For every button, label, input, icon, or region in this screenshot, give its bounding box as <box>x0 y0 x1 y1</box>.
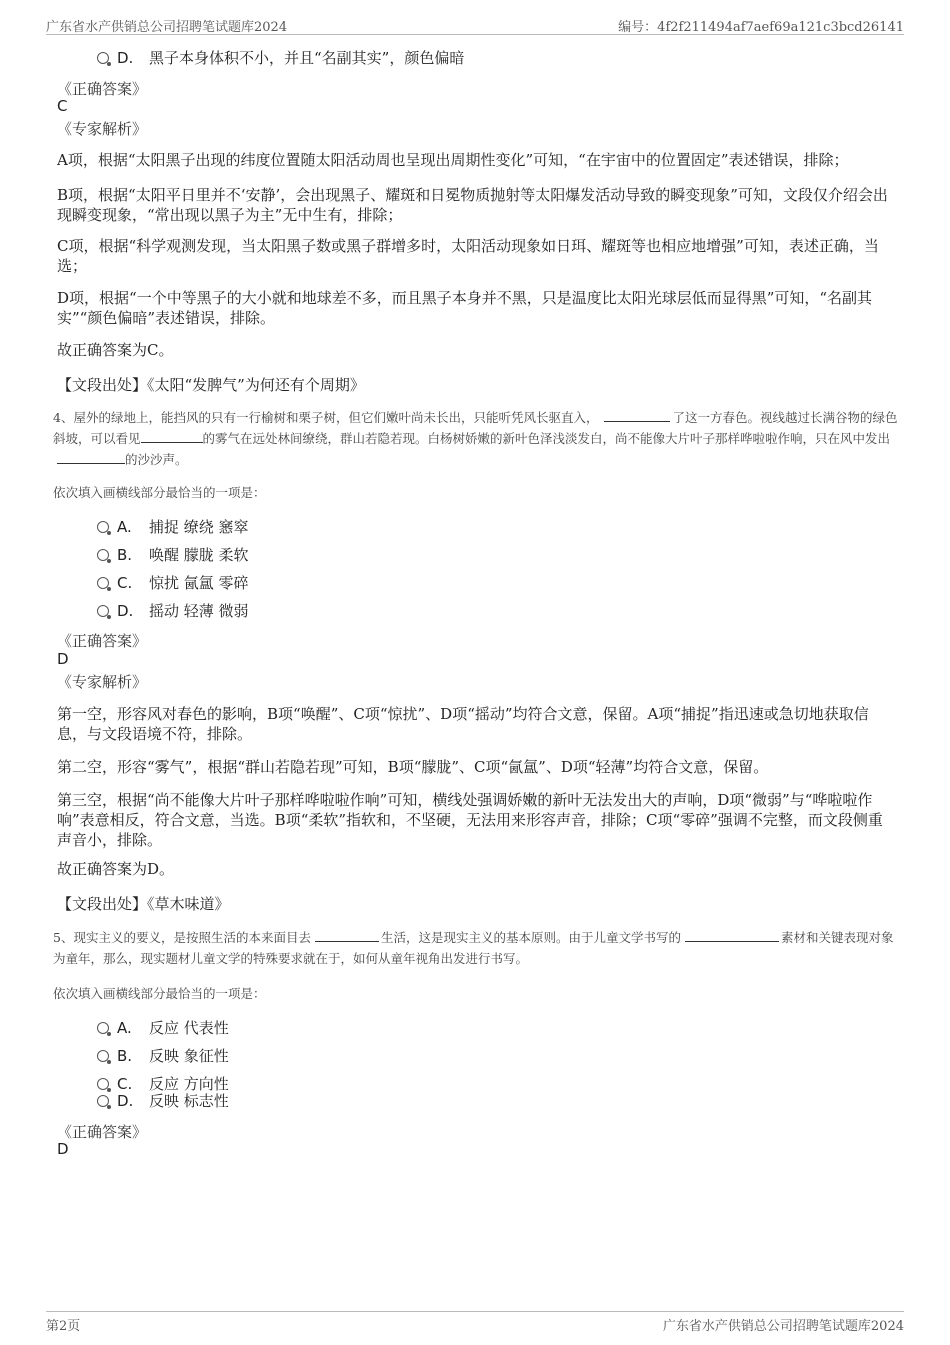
q3-option-d[interactable]: D. 黑子本身体积不小，并且“名副其实”，颜色偏暗 <box>97 47 464 68</box>
q3-answer: C <box>57 97 68 115</box>
q5-option-c[interactable]: C. 反应 方向性 <box>97 1073 229 1094</box>
q5-option-b[interactable]: B. 反映 象征性 <box>97 1045 229 1066</box>
q4-stem: 4、屋外的绿地上，能挡风的只有一行榆树和栗子树，但它们嫩叶尚未长出，只能听凭风长驱直入， 了这一方春色。视线越过长满谷物的绿色斜坡，可以看见 的雾气在远处林间缭绕，群山若隐若现。白杨树娇嫩的新叶色泽浅淡发白，尚不能像大片叶子那样哗啦啦作响，只在风中发出的沙沙声。 <box>53 410 898 467</box>
q4-option-b[interactable]: B. 唤醒 朦胧 柔软 <box>97 544 249 565</box>
q4-analysis-1: 第一空，形容风对春色的影响，B项“唤醒”、C项“惊扰”、D项“摇动”均符合文意，保留。A项“捕捉”指迅速或急切地获取信息，与文段语境不符，排除。 <box>57 705 869 743</box>
blank-1 <box>604 409 670 422</box>
footer-page: 第2页 <box>46 1319 81 1334</box>
radio-icon[interactable] <box>97 605 109 617</box>
blank-2 <box>685 929 779 942</box>
q3-analysis-label: 《专家解析》 <box>57 120 148 138</box>
footer-title: 广东省水产供销总公司招聘笔试题库2024 <box>662 1319 904 1334</box>
q4-option-c[interactable]: C. 惊扰 氤氲 零碎 <box>97 572 249 593</box>
q4-answer-label: 《正确答案》 <box>57 632 148 650</box>
header-title: 广东省水产供销总公司招聘笔试题库2024 <box>46 20 288 35</box>
q4-source: 【文段出处】《草木味道》 <box>57 895 230 913</box>
q4-instruction: 依次填入画横线部分最恰当的一项是： <box>53 485 266 500</box>
q5-option-d[interactable]: D. 反映 标志性 <box>97 1090 229 1111</box>
q5-stem: 5、现实主义的要义，是按照生活的本来面目去 生活，这是现实主义的基本原则。由于儿童文学书写的 素材和关键表现对象为童年，那么，现实题材儿童文学的特殊要求就在于，如何从童年视角出发进行书写。 <box>53 930 894 966</box>
radio-icon[interactable] <box>97 577 109 589</box>
q5-answer-label: 《正确答案》 <box>57 1123 148 1141</box>
q5-answer: D <box>57 1140 69 1158</box>
q3-analysis-a: A项，根据“太阳黑子出现的纬度位置随太阳活动周也呈现出周期性变化”可知，“在宇宙中的位置固定”表述错误，排除； <box>57 151 849 169</box>
radio-icon[interactable] <box>97 1022 109 1034</box>
q4-conclusion: 故正确答案为D。 <box>57 860 175 878</box>
q3-analysis-d: D项，根据“一个中等黑子的大小就和地球差不多，而且黑子本身并不黑，只是温度比太阳光球层低而显得黑”可知，“名副其实”“颜色偏暗”表述错误，排除。 <box>57 289 873 327</box>
q4-analysis-3: 第三空，根据“尚不能像大片叶子那样哗啦啦作响”可知，横线处强调娇嫩的新叶无法发出大的声响，D项“微弱”与“哗啦啦作响”表意相反，符合文意，当选。B项“柔软”指软和，不坚硬，无法用来形容声音，排除；C项“零碎”强调不完整，而文段侧重声音小，排除。 <box>57 791 883 849</box>
blank-3 <box>57 451 125 464</box>
radio-icon[interactable] <box>97 1095 109 1107</box>
q3-source: 【文段出处】《太阳“发脾气”为何还有个周期》 <box>57 376 365 394</box>
radio-icon[interactable] <box>97 52 109 64</box>
header-code: 编号：4f2f211494af7aef69a121c3bcd26141 <box>618 20 904 35</box>
radio-icon[interactable] <box>97 1078 109 1090</box>
q4-option-a[interactable]: A. 捕捉 缭绕 窸窣 <box>97 516 249 537</box>
q5-instruction: 依次填入画横线部分最恰当的一项是： <box>53 986 266 1001</box>
q4-option-d[interactable]: D. 摇动 轻薄 微弱 <box>97 600 249 621</box>
q3-analysis-b: B项，根据“太阳平日里并不‘安静’，会出现黑子、耀斑和日冕物质抛射等太阳爆发活动导致的瞬变现象”可知，文段仅介绍会出现瞬变现象，“常出现以黑子为主”无中生有，排除； <box>57 186 888 224</box>
q4-analysis-label: 《专家解析》 <box>57 673 148 691</box>
radio-icon[interactable] <box>97 1050 109 1062</box>
blank-1 <box>315 929 379 942</box>
page-footer <box>46 1311 904 1334</box>
radio-icon[interactable] <box>97 521 109 533</box>
q4-analysis-2: 第二空，形容“雾气”，根据“群山若隐若现”可知，B项“朦胧”、C项“氤氲”、D项“轻薄”均符合文意，保留。 <box>57 758 769 776</box>
radio-icon[interactable] <box>97 549 109 561</box>
q5-option-a[interactable]: A. 反应 代表性 <box>97 1017 229 1038</box>
q3-conclusion: 故正确答案为C。 <box>57 341 174 359</box>
blank-2 <box>141 430 203 443</box>
q3-analysis-c: C项，根据“科学观测发现，当太阳黑子数或黑子群增多时，太阳活动现象如日珥、耀斑等也相应地增强”可知，表述正确，当选； <box>57 237 879 275</box>
q4-answer: D <box>57 650 69 668</box>
page-header <box>46 14 904 35</box>
q3-answer-label: 《正确答案》 <box>57 80 148 98</box>
